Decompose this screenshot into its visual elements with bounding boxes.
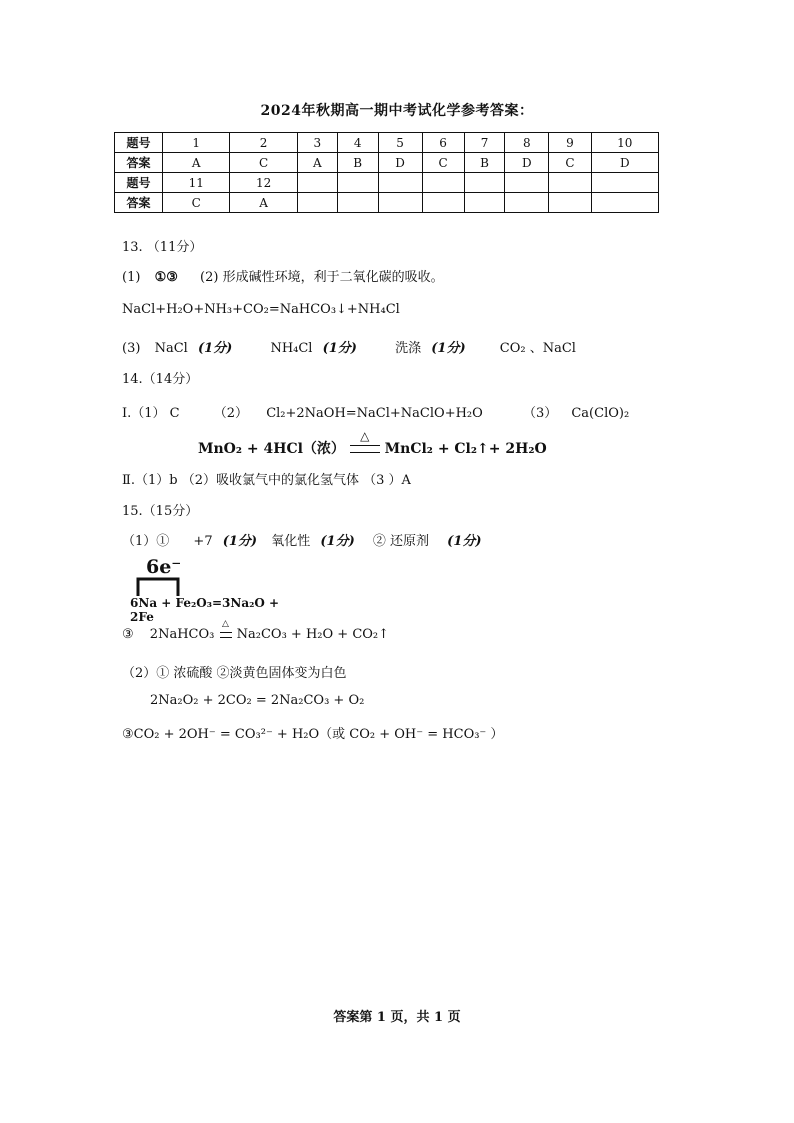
q15-p1-b-points: (1分) xyxy=(320,534,355,549)
answer-table-cell xyxy=(378,173,422,193)
q14-i-3-label: （3） xyxy=(522,406,558,421)
answer-table xyxy=(114,132,659,213)
q13-equation: NaCl+H₂O+NH₃+CO₂=NaHCO₃↓+NH₄Cl xyxy=(122,302,400,317)
q13-p3-a: NaCl xyxy=(154,341,188,356)
q13-p1-answer: ①③ xyxy=(154,270,178,285)
q15-p1-a: +7 xyxy=(193,534,213,549)
q15-p1-a-points: (1分) xyxy=(222,534,258,549)
answer-table-cell xyxy=(422,193,464,213)
q13-p3-b: NH₄Cl xyxy=(270,341,313,356)
answer-table-row xyxy=(115,193,659,213)
answer-table-cell xyxy=(549,173,591,193)
q13-p3-c-points: (1分) xyxy=(431,341,466,356)
electron-count-label: 6e⁻ xyxy=(146,556,182,578)
electron-bridge-icon xyxy=(132,576,192,598)
q14-mno2-equation xyxy=(198,429,547,458)
answer-table-cell xyxy=(464,193,505,213)
answer-table-cell: 7 xyxy=(464,133,505,153)
q14-i-2-label: （2） xyxy=(213,406,249,421)
answer-table-cell xyxy=(505,173,549,193)
q14-i-2-eq: Cl₂+2NaOH=NaCl+NaClO+H₂O xyxy=(266,406,483,421)
answer-table-row xyxy=(115,133,659,153)
answer-table-cell: 5 xyxy=(378,133,422,153)
answer-table-cell: B xyxy=(337,153,378,173)
q13-part3 xyxy=(122,337,576,356)
delta-icon: △ xyxy=(360,429,370,443)
double-bar-icon xyxy=(350,445,380,453)
answer-table-cell xyxy=(549,193,591,213)
answer-table-cell: A xyxy=(297,153,337,173)
small-heating-equals-sign xyxy=(219,619,233,642)
answer-table-cell: D xyxy=(591,153,658,173)
q15-p1-prefix: （1）① xyxy=(122,534,170,549)
answer-table-cell xyxy=(505,193,549,213)
answer-table-cell: C xyxy=(163,193,230,213)
heating-equals-sign xyxy=(350,429,380,457)
q15-p3-eq-right: Na₂CO₃ + H₂O + CO₂↑ xyxy=(236,627,390,642)
answer-table-row xyxy=(115,153,659,173)
answer-table-cell xyxy=(337,193,378,213)
answer-table-cell: 9 xyxy=(549,133,591,153)
q15-p1-b: 氧化性 xyxy=(271,534,311,549)
page-footer: 答案第 1 页，共 1 页 xyxy=(333,1010,461,1025)
page-title: 2024年秋期高一期中考试化学参考答案： xyxy=(260,103,534,119)
q15-p1-c-points: (1分) xyxy=(447,534,482,549)
q14-part-i xyxy=(122,402,629,421)
row-header-cell: 题号 xyxy=(115,133,163,153)
q14-mn-left: MnO₂ + 4HCl（浓） xyxy=(198,441,345,457)
q13-p3-b-points: (1分) xyxy=(322,341,357,356)
q14-heading: 14.（14分） xyxy=(122,372,199,387)
q14-part-ii: Ⅱ.（1）b （2）吸收氯气中的氯化氢气体 （3 ）A xyxy=(122,473,411,488)
answer-table-cell xyxy=(591,193,658,213)
answer-table-cell: A xyxy=(163,153,230,173)
q15-part2-3-equation: ③CO₂ + 2OH⁻ = CO₃²⁻ + H₂O（或 CO₂ + OH⁻ = HCO₃⁻ ） xyxy=(122,727,504,742)
answer-table-cell xyxy=(378,193,422,213)
answer-table-cell xyxy=(591,173,658,193)
q14-i-3-ans: Ca(ClO)₂ xyxy=(571,406,630,421)
answer-table-cell xyxy=(297,173,337,193)
answer-table-row xyxy=(115,173,659,193)
answer-table-cell xyxy=(337,173,378,193)
q15-part1-3 xyxy=(122,619,390,642)
q13-p3-label: (3) xyxy=(122,341,141,356)
q14-i-1: Ⅰ.（1） C xyxy=(122,406,180,421)
answer-table-cell: 12 xyxy=(230,173,297,193)
answer-table-cell: A xyxy=(230,193,297,213)
small-delta-icon: △ xyxy=(222,619,229,629)
answer-table-cell: D xyxy=(378,153,422,173)
row-header-cell: 题号 xyxy=(115,173,163,193)
electron-transfer-equation: 6Na + Fe₂O₃=3Na₂O + 2Fe xyxy=(130,596,280,624)
answer-table-cell: C xyxy=(549,153,591,173)
answer-table-cell: C xyxy=(230,153,297,173)
answer-table-cell: B xyxy=(464,153,505,173)
row-header-cell: 答案 xyxy=(115,153,163,173)
q15-p3-label: ③ xyxy=(122,627,134,642)
q15-part2-equation: 2Na₂O₂ + 2CO₂ = 2Na₂CO₃ + O₂ xyxy=(150,693,365,708)
answer-table-cell: 2 xyxy=(230,133,297,153)
q13-p2: (2) 形成碱性环境，利于二氧化碳的吸收。 xyxy=(200,270,444,285)
q13-heading: 13. （11分） xyxy=(122,240,203,255)
answer-table-cell: C xyxy=(422,153,464,173)
q15-part2: （2）① 浓硫酸 ②淡黄色固体变为白色 xyxy=(122,666,347,681)
q13-p1-label: (1) xyxy=(122,270,141,285)
small-double-bar-icon xyxy=(220,632,232,638)
answer-table-cell: D xyxy=(505,153,549,173)
answer-table-cell xyxy=(297,193,337,213)
q13-part1-2 xyxy=(122,266,444,285)
answer-table-cell xyxy=(422,173,464,193)
q14-mn-right: MnCl₂ + Cl₂↑+ 2H₂O xyxy=(384,441,547,457)
answer-table-cell: 4 xyxy=(337,133,378,153)
answer-table-cell: 1 xyxy=(163,133,230,153)
q15-part1 xyxy=(122,530,482,549)
q15-p1-c: ② 还原剂 xyxy=(372,534,430,549)
q13-p3-d: CO₂ 、NaCl xyxy=(499,341,576,356)
row-header-cell: 答案 xyxy=(115,193,163,213)
answer-table-cell: 3 xyxy=(297,133,337,153)
answer-table-cell: 6 xyxy=(422,133,464,153)
answer-table-cell xyxy=(464,173,505,193)
q15-heading: 15.（15分） xyxy=(122,504,199,519)
answer-table-cell: 8 xyxy=(505,133,549,153)
q13-p3-a-points: (1分) xyxy=(197,341,233,356)
q13-p3-c: 洗涤 xyxy=(395,341,422,356)
electron-transfer-diagram xyxy=(130,556,292,624)
answer-table-cell: 11 xyxy=(163,173,230,193)
q15-p3-eq-left: 2NaHCO₃ xyxy=(149,627,215,642)
answer-table-cell: 10 xyxy=(591,133,658,153)
